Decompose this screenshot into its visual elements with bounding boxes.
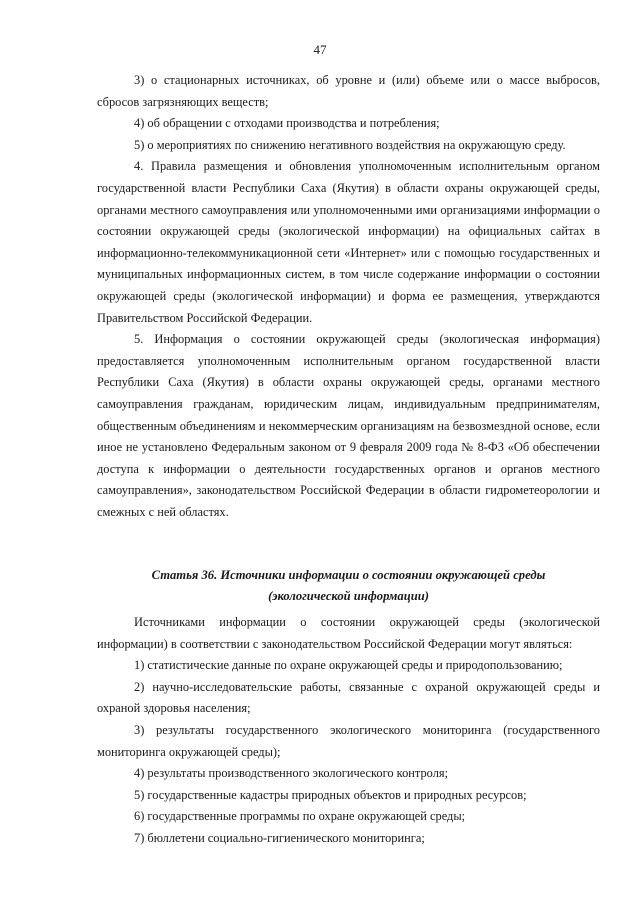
list-item-production-control: 4) результаты производственного экологического контроля; — [134, 766, 449, 781]
list-item-programs: 6) государственные программы по охране окружающей среды; — [134, 809, 466, 824]
list-item-monitoring-results: 3) результаты государственного экологического мониторинга (государственного мониторинга окружающей среды); — [97, 722, 600, 759]
page-number: 47 — [313, 42, 327, 57]
top-text-block — [97, 70, 600, 523]
list-item-impact-reduction: 5) о мероприятиях по снижению негативного воздействия на окружающую среду. — [134, 137, 566, 152]
paragraph-4: 4. Правила размещения и обновления уполномоченным исполнительным органом государственной власти Республики Саха (Якутия) в области охраны окружающей среды, органами местного самоуправления или уполномоченными ими организациями информации о состоянии окружающей среды (экологической информации) на официальных сайтах в информационно-телекоммуникационной сети «Интернет» или с помощью государственных и муниципальных информационных систем, в том числе содержание информации о состоянии окружающей среды (экологической информации) и форма ее размещения, утверждаются Правительством Российской Федерации. — [97, 159, 600, 325]
list-item-stationary-sources: 3) о стационарных источниках, об уровне и (или) объеме или о массе выбросов, сбросов загрязняющих веществ; — [97, 73, 600, 109]
list-item-cadastres: 5) государственные кадастры природных объектов и природных ресурсов; — [134, 787, 527, 802]
article-heading-line-1: Статья 36. Источники информации о состоянии окружающей среды — [151, 568, 546, 582]
paragraph-5: 5. Информация о состоянии окружающей среды (экологическая информация) предоставляется уполномоченным исполнительным органом государственной власти Республики Саха (Якутия) в области охраны окружающей среды, органами местного самоуправления гражданам, юридическим лицам, индивидуальным предпринимателям, общественным объединениям и некоммерческим организациям на безвозмездной основе, если иное не установлено Федеральным законом от 9 февраля 2009 года № 8-ФЗ «Об обеспечении доступа к информации о деятельности государственных органов и органов местного самоуправления», законодательством Российской Федерации в области гидрометеорологии и смежных с ней областях. — [97, 332, 600, 519]
list-item-statistics: 1) статистические данные по охране окружающей среды и природопользованию; — [134, 658, 563, 673]
article-36-text-block — [97, 612, 600, 850]
list-item-bulletins: 7) бюллетени социально-гигиенического мониторинга; — [134, 830, 425, 845]
list-item-research: 2) научно-исследовательские работы, связанные с охраной окружающей среды и охраной здоровья населения; — [97, 679, 600, 716]
article-heading-line-2: (экологической информации) — [268, 589, 429, 603]
article-36-heading — [97, 565, 600, 607]
list-item-waste-handling: 4) об обращении с отходами производства и потребления; — [134, 116, 440, 131]
article-intro-paragraph: Источниками информации о состоянии окружающей среды (экологической информации) в соответствии с законодательством Российской Федерации могут являться: — [97, 615, 600, 651]
